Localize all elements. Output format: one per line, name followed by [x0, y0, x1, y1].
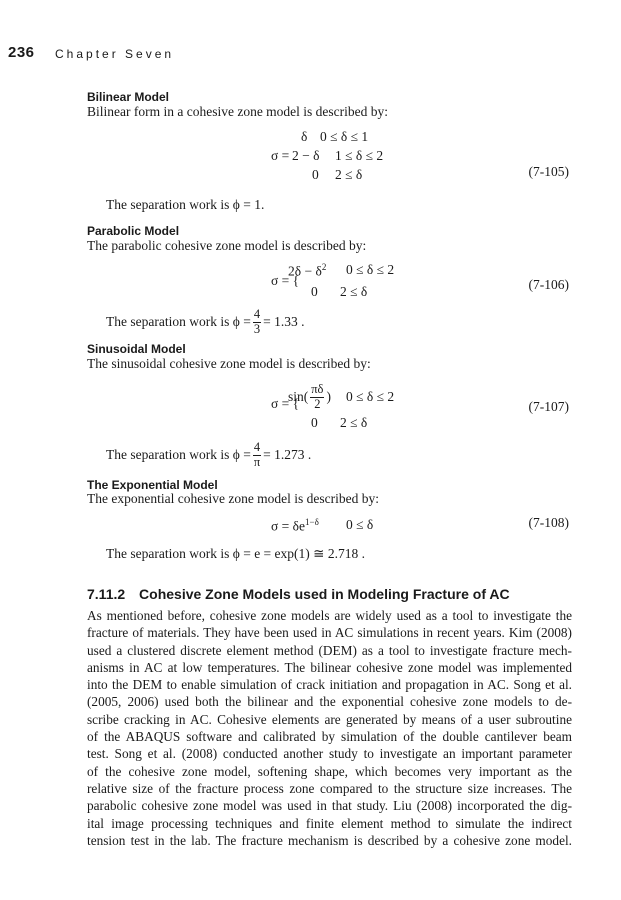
fraction-numerator: 4: [253, 440, 261, 455]
exponential-cond: 0 ≤ δ: [346, 517, 374, 532]
chapter-label: Chapter Seven: [55, 47, 175, 61]
paragraph-line: relative size of the fracture process zone compared to the structure size increases. The: [87, 780, 572, 796]
sinusoidal-lhs: σ = {: [271, 396, 300, 411]
bilinear-lhs: σ =: [271, 148, 290, 163]
paragraph-line: of the cohesive zone model, softening shape, which becomes very important as the: [87, 763, 572, 779]
parabolic-separation-work: [106, 304, 304, 340]
paragraph-line: parabolic cohesive zone model was used in that study. Liu (2008) incorporated the dig-: [87, 798, 572, 814]
separation-text: The separation work is: [106, 197, 230, 212]
exponential-exponent: 1−δ: [305, 517, 319, 527]
paragraph-line: of the ABAQUS software and calibrated by simulation of the double cantilever beam: [87, 729, 572, 745]
separation-lhs: ϕ =: [232, 314, 251, 329]
fraction-numerator: πδ: [311, 382, 324, 397]
sinusoidal-separation-work: [106, 437, 311, 473]
separation-rhs: = 1.33 .: [263, 314, 305, 329]
paragraph-line: used a clustered discrete element method (DEM) as a tool to investigate fracture mech-: [87, 642, 572, 658]
sinusoidal-intro: The sinusoidal cohesive zone model is described by:: [87, 356, 371, 371]
bilinear-row3-cond: 2 ≤ δ: [335, 167, 363, 182]
separation-lhs: ϕ =: [232, 447, 251, 462]
sinusoidal-heading: Sinusoidal Model: [87, 342, 186, 356]
bilinear-row1-expr: δ: [301, 129, 308, 144]
exponential-equation: [271, 517, 319, 535]
parabolic-row2-expr: 0: [311, 284, 318, 299]
separation-fraction: [253, 441, 261, 468]
exponential-separation-work: [106, 546, 365, 562]
fraction-numerator: 4: [253, 307, 261, 322]
parabolic-row1-sup: 2: [321, 262, 327, 272]
sinusoidal-row2-expr: 0: [311, 415, 318, 430]
paragraph-line: into the DEM to enable simulation of crack initiation and propagation in AC. Song et al.: [87, 677, 572, 693]
exponential-heading: The Exponential Model: [87, 478, 218, 492]
separation-fraction: [253, 308, 261, 335]
parabolic-row2-cond: 2 ≤ δ: [340, 284, 368, 299]
paragraph-line: test. Song et al. (2008) conducted another study to investigate an important parameter: [87, 746, 572, 762]
parabolic-row1-base: 2δ − δ: [288, 263, 322, 279]
separation-rhs: = 1.273 .: [263, 447, 312, 462]
bilinear-row1-cond: 0 ≤ δ ≤ 1: [320, 129, 369, 144]
fraction-denominator: π: [253, 454, 261, 469]
sin-fraction: [310, 383, 324, 410]
equation-number-7-108: (7-108): [528, 515, 569, 530]
bilinear-row2-cond: 1 ≤ δ ≤ 2: [335, 148, 384, 163]
equation-number-7-107: (7-107): [528, 399, 569, 414]
paragraph-line: (2005, 2006) used both the bilinear and the exponential cohesive zone models to de-: [87, 694, 572, 710]
sinusoidal-row1-cond: 0 ≤ δ ≤ 2: [346, 389, 395, 404]
paragraph-line: As mentioned before, cohesive zone models are widely used as a tool to investigate the: [87, 608, 572, 623]
separation-text: The separation work is: [106, 447, 230, 462]
paragraph-line: anisms in AC at low temperatures. The bilinear cohesive zone model was implemented: [87, 659, 572, 675]
separation-text: The separation work is: [106, 546, 230, 561]
bilinear-separation-work: [106, 197, 264, 213]
bilinear-row3-expr: 0: [312, 167, 319, 182]
separation-text: The separation work is: [106, 314, 230, 329]
paragraph-line: fracture of materials. They have been used in AC simulations in recent years. Kim (2008): [87, 625, 572, 641]
bilinear-row2-expr: 2 − δ: [292, 148, 320, 163]
paragraph-line: tension test in the lab. The fracture mechanism is described by a cohesive zone model.: [87, 832, 572, 848]
sin-suffix: ): [326, 389, 331, 404]
fraction-denominator: 2: [314, 396, 321, 411]
section-title-text: Cohesive Zone Models used in Modeling Fracture of AC: [139, 586, 510, 602]
page-number: 236: [8, 44, 35, 61]
sinusoidal-row1-expr: [288, 380, 331, 414]
equation-number-7-106: (7-106): [528, 277, 569, 292]
bilinear-heading: Bilinear Model: [87, 90, 170, 104]
sinusoidal-row2-cond: 2 ≤ δ: [340, 415, 368, 430]
separation-value: ϕ = 1.: [232, 197, 265, 212]
paragraph-line: ital image processing techniques and finite element method to simulate the indirect: [87, 815, 572, 831]
parabolic-heading: Parabolic Model: [87, 224, 180, 238]
equation-number-7-105: (7-105): [528, 164, 569, 179]
separation-value: ϕ = e = exp(1) ≅ 2.718 .: [232, 546, 365, 561]
parabolic-row1-cond: 0 ≤ δ ≤ 2: [346, 262, 395, 277]
exponential-intro: The exponential cohesive zone model is described by:: [87, 491, 380, 506]
section-number: 7.11.2: [87, 586, 126, 602]
body-paragraph: [87, 607, 572, 849]
bilinear-intro: Bilinear form in a cohesive zone model is described by:: [87, 104, 389, 119]
exponential-lhs: σ = δe: [271, 518, 305, 534]
parabolic-intro: The parabolic cohesive zone model is described by:: [87, 238, 367, 253]
parabolic-row1-expr: [288, 262, 326, 280]
sin-prefix: sin(: [288, 389, 309, 404]
fraction-denominator: 3: [253, 321, 261, 336]
section-title: [87, 586, 510, 602]
parabolic-lhs: σ = {: [271, 273, 300, 288]
paragraph-line: scribe cracking in AC. Cohesive elements are generated by means of a user subroutine: [87, 711, 572, 727]
